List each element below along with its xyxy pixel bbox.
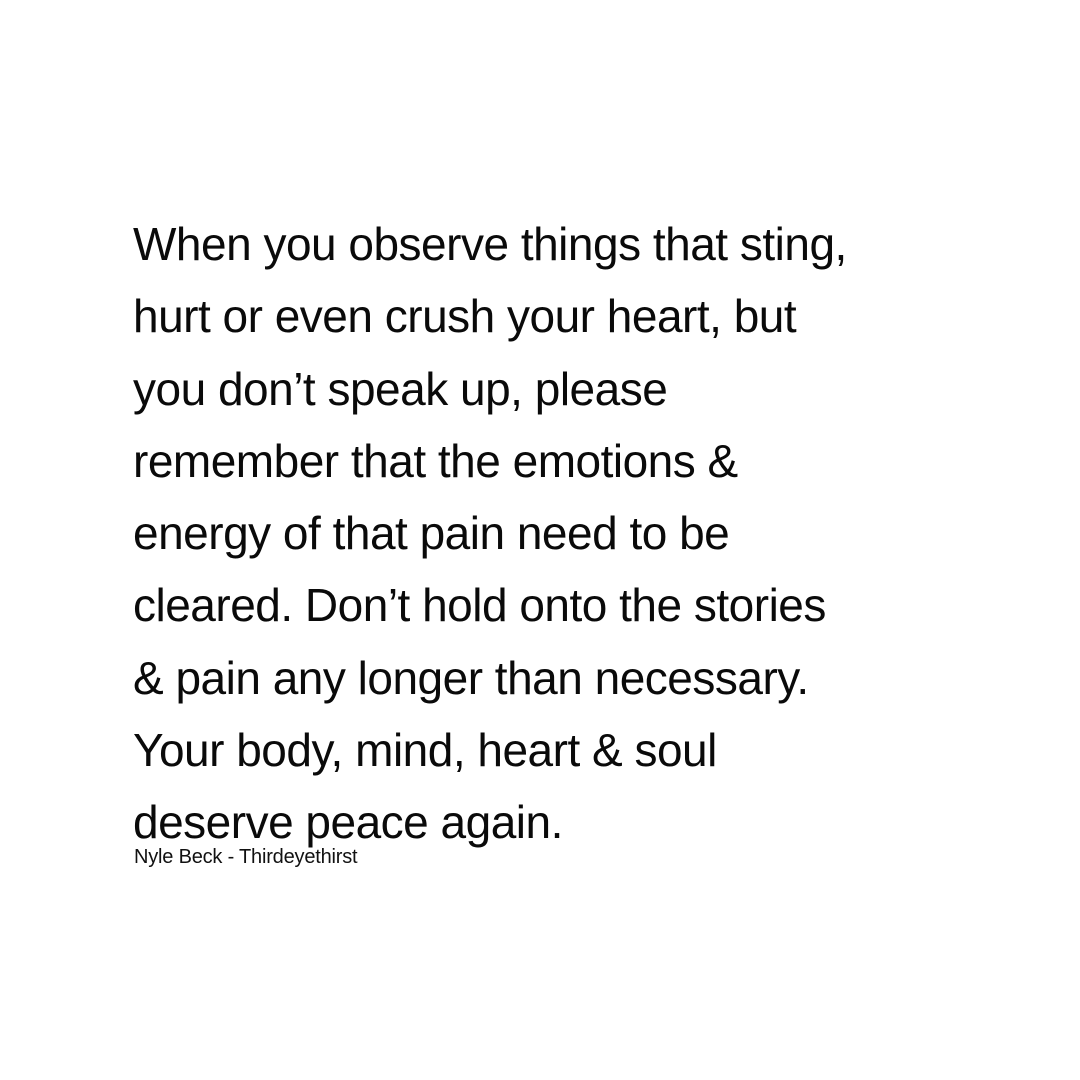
quote-line-6: cleared. Don’t hold onto the stories xyxy=(133,579,826,632)
quote-line-7: & pain any longer than necessary. xyxy=(133,651,809,704)
quote-line-5: energy of that pain need to be xyxy=(133,507,730,560)
quote-line-3: you don’t speak up, please xyxy=(133,362,668,415)
quote-line-2: hurt or even crush your heart, but xyxy=(133,290,797,343)
quote-line-9: deserve peace again. xyxy=(133,796,563,849)
quote-line-4: remember that the emotions & xyxy=(133,434,738,487)
quote-attribution: Nyle Beck - Thirdeyethirst xyxy=(134,846,358,868)
quote-text xyxy=(133,208,1033,859)
quote-line-8: Your body, mind, heart & soul xyxy=(133,724,717,777)
quote-line-1: When you observe things that sting, xyxy=(133,218,847,270)
